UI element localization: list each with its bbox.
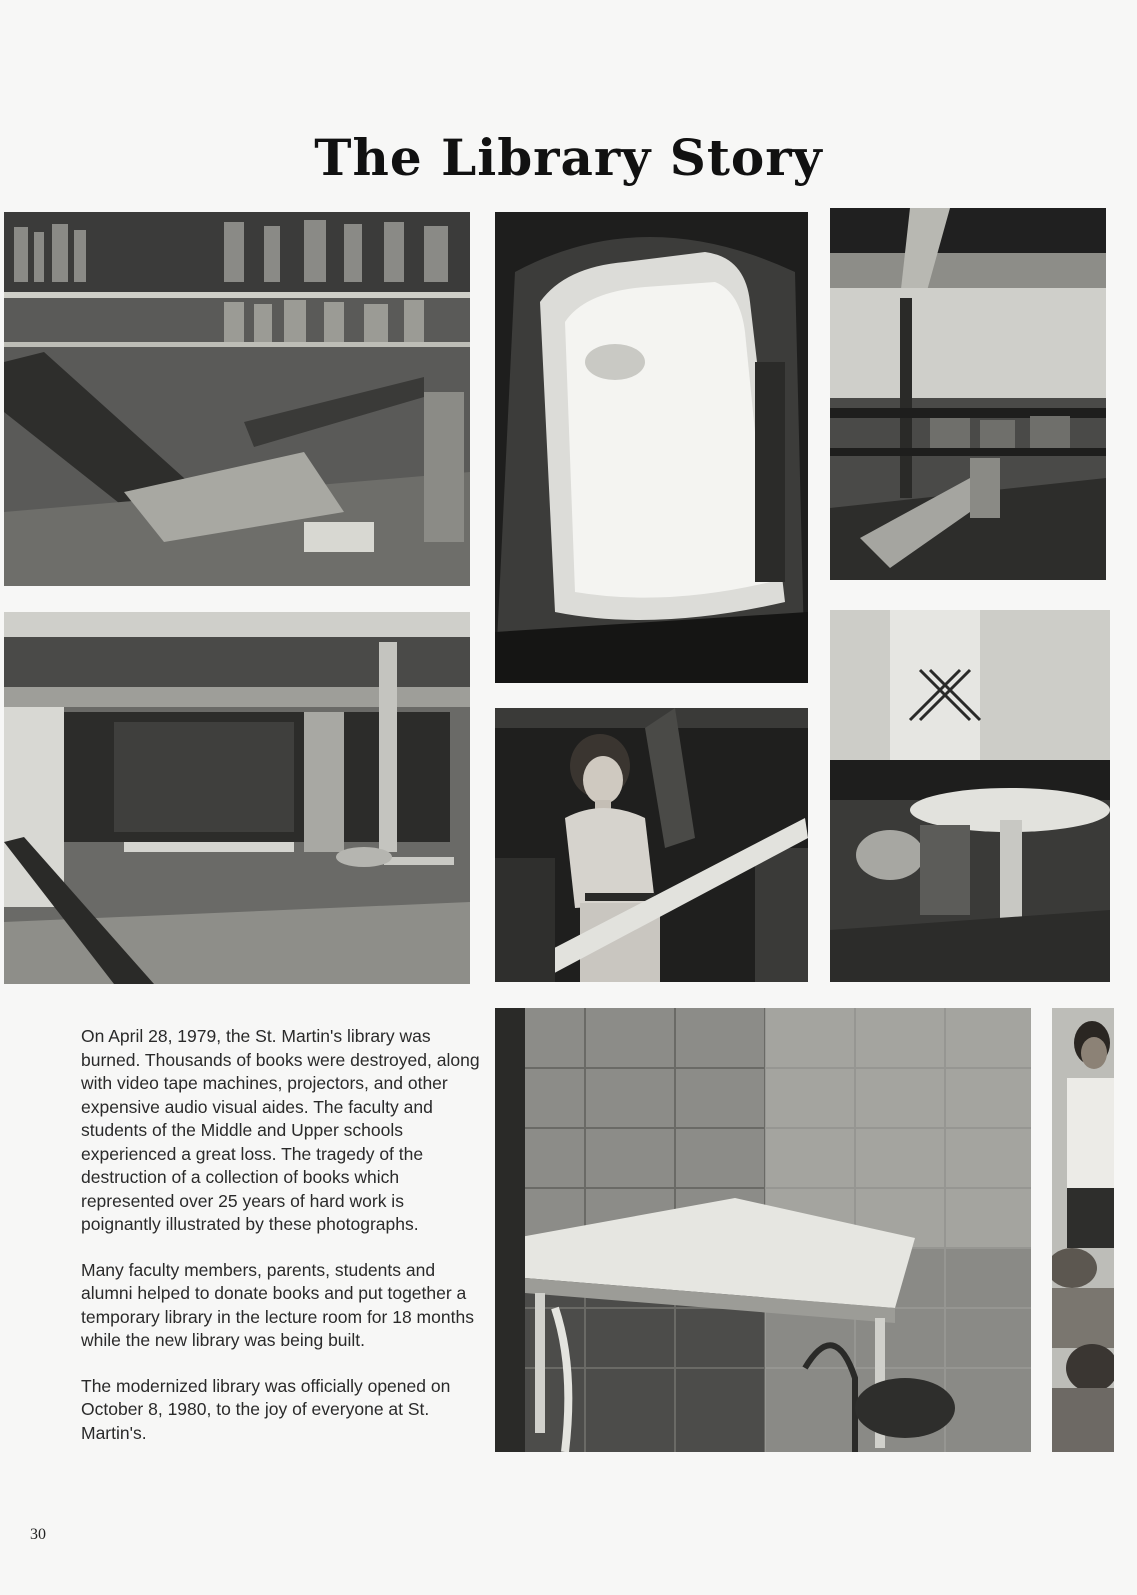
charred-stacks-photo [830,208,1106,580]
man-in-rubble-photo [495,708,808,982]
gutted-room-photo [4,612,470,984]
burned-table-photo [830,610,1110,982]
page-number: 30 [30,1526,46,1543]
page-title: The Library Story [314,128,823,187]
article-paragraph: The modernized library was officially opened on October 8, 1980, to the joy of everyone at St. Martin's. [81,1375,451,1443]
article-paragraph: Many faculty members, parents, students and alumni helped to donate books and put together a temporary library in the lecture room for 18 months while the new library was being built. [81,1259,474,1350]
article-paragraph: On April 28, 1979, the St. Martin's library was burned. Thousands of books were destroyed, along with video tape machines, projectors, and other expensive audio visual aides. The faculty and students of the Middle and Upper schools experienced a great loss. The tragedy of the destruction of a collection of books which represented over 25 years of hard work is poignantly illustrated by these photographs. [81,1026,480,1234]
students-photo [1052,1008,1114,1452]
collapsed-shelves-photo [4,212,470,586]
burned-cabinet-photo [495,212,808,683]
charred-desk-photo [495,1008,1031,1452]
article-body [81,1025,481,1467]
